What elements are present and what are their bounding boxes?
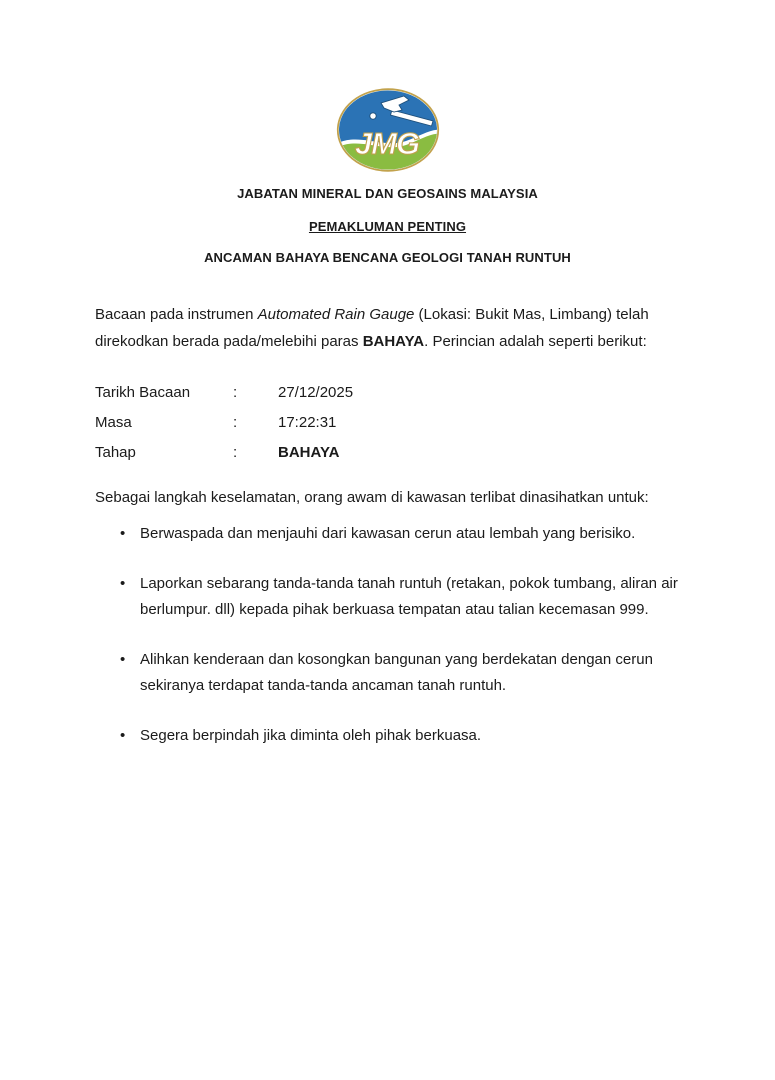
- intro-text-2: (Lokasi: Bukit Mas, Limbang) telah direkodkan berada pada/melebihi paras: [95, 306, 649, 350]
- subject-title: ANCAMAN BAHAYA BENCANA GEOLOGI TANAH RUNTUH: [204, 250, 571, 265]
- level-value: BAHAYA: [278, 444, 340, 461]
- time-label: Masa: [95, 414, 132, 431]
- notice-title: PEMAKLUMAN PENTING: [308, 219, 467, 234]
- time-value: 17:22:31: [278, 414, 337, 431]
- detail-row-date: [95, 385, 680, 400]
- org-name: JABATAN MINERAL DAN GEOSAINS MALAYSIA: [237, 186, 538, 201]
- date-label: Tarikh Bacaan: [95, 384, 191, 401]
- advisory-item-2: • Laporkan sebarang tanda-tanda tanah runtuh (retakan, pokok tumbang, aliran air berlumpur. dll) kepada pihak berkuasa tempatan atau talian kecemasan 999.: [95, 571, 680, 623]
- date-value: 27/12/2025: [278, 384, 354, 401]
- danger-level-inline: BAHAYA: [362, 333, 425, 350]
- advisory-intro: Sebagai langkah keselamatan, orang awam di kawasan terlibat dinasihatkan untuk:: [95, 489, 649, 506]
- svg-text:JMG: JMG: [354, 126, 419, 161]
- level-separator: :: [233, 444, 238, 461]
- instrument-name: Automated Rain Gauge: [257, 306, 415, 323]
- detail-row-level: [95, 445, 680, 460]
- time-separator: :: [233, 414, 238, 431]
- logo: [95, 0, 680, 172]
- reading-details: [95, 385, 680, 460]
- date-separator: :: [233, 384, 238, 401]
- intro-text-1: Bacaan pada instrumen: [95, 306, 258, 323]
- advisory-list: [95, 521, 680, 749]
- detail-row-time: [95, 415, 680, 430]
- advisory-item-3: • Alihkan kenderaan dan kosongkan bangunan yang berdekatan dengan cerun sekiranya terdapat tanda-tanda ancaman tanah runtuh.: [95, 647, 680, 699]
- jmg-logo-icon: [336, 88, 440, 172]
- advisory-item-4: • Segera berpindah jika diminta oleh pihak berkuasa.: [95, 723, 680, 749]
- advisory-item-1: • Berwaspada dan menjauhi dari kawasan cerun atau lembah yang berisiko.: [95, 521, 680, 547]
- intro-text-3: . Perincian adalah seperti berikut:: [424, 333, 647, 350]
- intro-paragraph: [95, 301, 680, 355]
- level-label: Tahap: [95, 444, 136, 461]
